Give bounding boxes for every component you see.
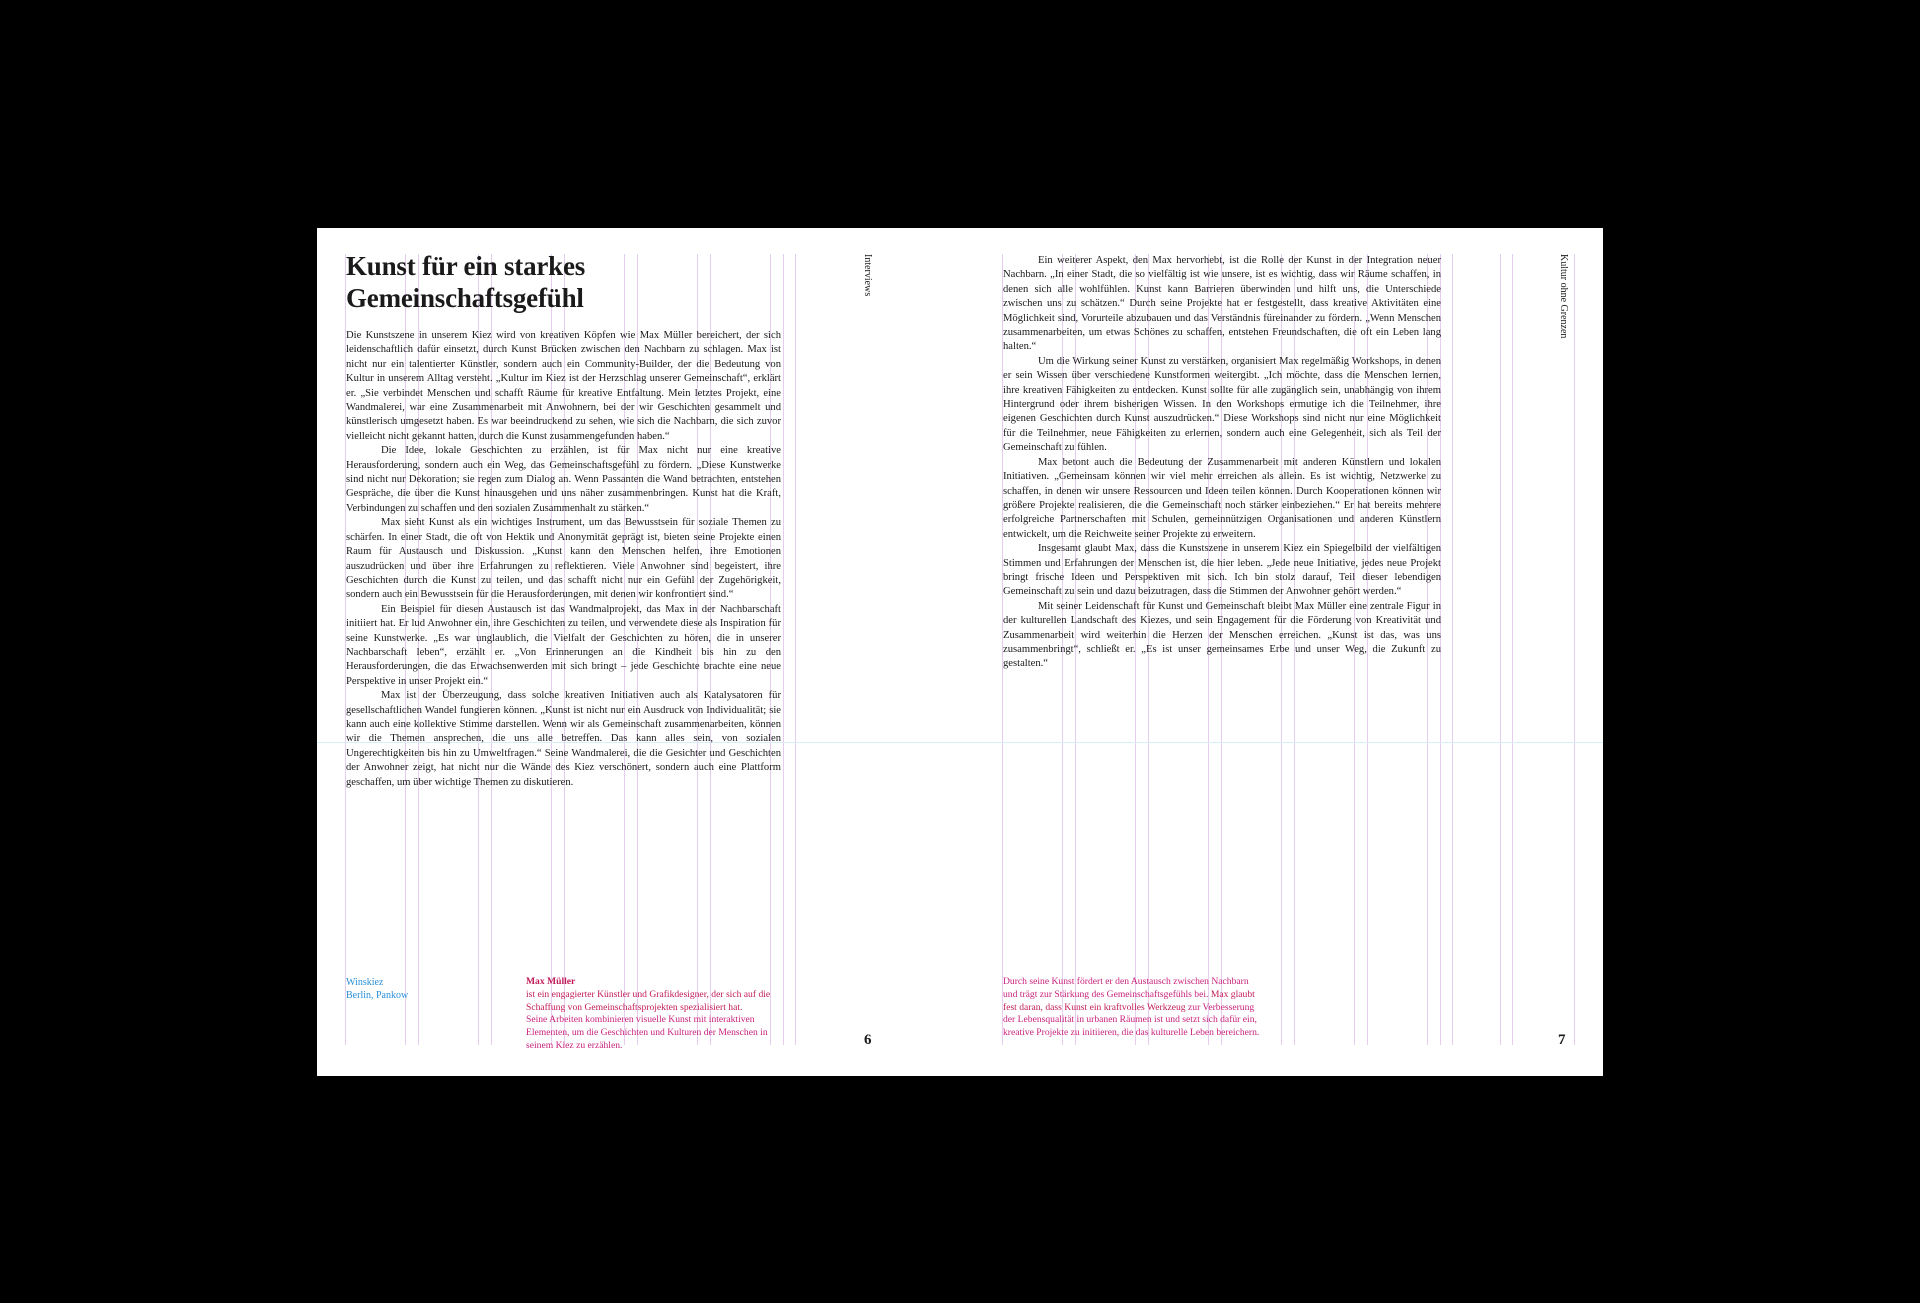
right-page bbox=[960, 228, 1603, 1076]
author-bio bbox=[526, 976, 786, 1053]
body-paragraph: Mit seiner Leidenschaft für Kunst und Gemeinschaft bleibt Max Müller eine zentrale Figur in der kulturellen Landschaft des Kiezes, und sein Engagement für die Förderung von Kreativität und Zusammenarbeit wird weiterhin die Herzen der Menschen erreichen. „Kunst ist das, was uns zusammenbringt“, schließt er. „Es ist unser gemeinsames Erbe und unser Weg, die Zukunft zu gestalten.“ bbox=[1003, 600, 1441, 670]
body-paragraph: Max betont auch die Bedeutung der Zusammenarbeit mit anderen Künstlern und lokalen Initiativen. „Gemeinsam können wir viel mehr erreichen als allein. Es ist wichtig, Netzwerke zu schaffen, in denen wir unsere Ressourcen und Ideen teilen können. Durch Kooperationen können wir größere Projekte realisieren, die die Gemeinschaft noch stärker einbeziehen.“ Er hat bereits mehrere erfolgreiche Partnerschaften mit Schulen, gemeinnützigen Organisationen und anderen Künstlern entwickelt, um die Reichweite seiner Projekte zu erweitern. bbox=[1003, 456, 1441, 540]
page-number: 7 bbox=[1558, 1032, 1566, 1048]
location-city: Berlin, Pankow bbox=[346, 990, 409, 1001]
body-paragraph: Die Kunstszene in unserem Kiez wird von kreativen Köpfen wie Max Müller bereichert, der sich leidenschaftlich dafür einsetzt, durch Kunst Brücken zwischen den Nachbarn zu schlagen. Max ist nicht nur ein talentierter Künstler, sondern auch ein Community-Builder, der die Bedeutung von Kultur in unserem Alltag versteht. „Kultur im Kiez ist der Herzschlag unserer Gemeinschaft“, erklärt er. „Sie verbindet Menschen und schafft Räume für kreative Entfaltung. Mein letztes Projekt, eine Wandmalerei, war eine Zusammenarbeit mit Anwohnern, bei der wir Geschichten gesammelt und künstlerisch umgesetzt haben. Es war beeindruckend zu sehen, wie sich die Nachbarn, die sich zuvor vielleicht nicht gekannt hatten, durch die Kunst zusammengefunden haben.“ bbox=[346, 330, 781, 442]
body-paragraph: Max ist der Überzeugung, dass solche kreativen Initiativen auch als Katalysatoren für gesellschaftlichen Wandel fungieren können. „Kunst ist nicht nur ein Ausdruck von Individualität; sie kann auch eine kollektive Stimme darstellen. Wenn wir als Gemeinschaft zusammenarbeiten, können wir die Themen ansprechen, die uns alle betreffen. Das kann alles sein, von sozialen Ungerechtigkeiten bis hin zu Umweltfragen.“ Seine Wandmalerei, die die Gesichter und Geschichten der Anwohner zeigt, hat nicht nur die Wände des Kiez verschönert, sondern auch eine Plattform geschaffen, um über wichtige Themen zu diskutieren. bbox=[346, 690, 781, 788]
bio-name: Max Müller bbox=[526, 976, 576, 987]
article-title: Kunst für ein starkes Gemeinschaftsgefühl bbox=[346, 251, 586, 313]
body-paragraph: Die Idee, lokale Geschichten zu erzählen, ist für Max nicht nur eine kreative Herausforderung, sondern auch ein Weg, das Gemeinschaftsgefühl zu fördern. „Diese Kunstwerke sind nicht nur Dekoration; sie regen zum Dialog an. Wenn Passanten die Wand betrachten, entstehen Gespräche, die über die Kunst hinausgehen und uns näher zusammenbringen. Kunst hat die Kraft, Verbindungen zu schaffen und den sozialen Zusammenhalt zu stärken.“ bbox=[346, 445, 781, 514]
article-body-right bbox=[1003, 254, 1441, 672]
running-head: Interviews bbox=[862, 254, 873, 297]
location-district: Winskiez bbox=[346, 977, 384, 988]
location-note bbox=[346, 976, 408, 1002]
body-paragraph: Insgesamt glaubt Max, dass die Kunstszene in unserem Kiez ein Spiegelbild der vielfältigen Stimmen und Erfahrungen der Menschen ist, die hier leben. „Jede neue Initiative, jedes neue Projekt bringt frische Ideen und Perspektiven mit sich. Ich bin stolz darauf, Teil dieser lebendigen Gemeinschaft zu sein und dazu beizutragen, dass die Stimmen der Anwohner gehört werden.“ bbox=[1003, 543, 1441, 598]
caption-lead: Max glaubt fest daran, dass Kunst ein kraftvolles Werkzeug bbox=[1003, 988, 1255, 1013]
bio-text: Seine Arbeiten kombinieren visuelle Kunst mit interaktiven Elementen, um die Geschichten und Kulturen der Menschen in seinem Kiez zu erzählen. bbox=[526, 1014, 768, 1051]
article-body-left bbox=[346, 329, 781, 790]
bio-lead: ist ein engagierter Künstler und Grafikdesigner, der sich auf die Schaffung von Gemeinschaftsprojekten spezialisiert hat. bbox=[526, 988, 771, 1013]
running-head: Kultur ohne Grenzen bbox=[1558, 254, 1569, 339]
body-paragraph: Ein weiterer Aspekt, den Max hervorhebt, ist die Rolle der Kunst in der Integration neuer Nachbarn. „In einer Stadt, die so vielfältig ist wie unsere, ist es wichtig, dass wir Räume schaffen, in denen sich alle wohlfühlen. Kunst kann Barrieren überwinden und hilft uns, die Unterschiede zwischen uns zu schätzen.“ Durch seine Projekte hat er festgestellt, dass kreative Aktivitäten eine Möglichkeit sind, Vorurteile abzubauen und das Verständnis füreinander zu fördern. „Wenn Menschen zusammenarbeiten, um etwas Schönes zu schaffen, entstehen Freundschaften, die oft ein Leben lang halten.“ bbox=[1003, 255, 1441, 353]
side-caption bbox=[1003, 976, 1265, 1040]
page-number: 6 bbox=[864, 1032, 872, 1048]
caption-text: zur Verbesserung der Lebensqualität in urbanen Räumen ist und setzt sich dafür ein, kreative Projekte zu initiieren, die das kulturelle Leben bereichern. bbox=[1003, 1001, 1260, 1039]
magazine-spread bbox=[317, 228, 1603, 1076]
left-page bbox=[317, 228, 960, 1076]
caption-intro: Durch seine Kunst fördert er den Austausch zwischen Nachbarn und trägt zur Stärkung des Gemeinschaftsgefühls bei. bbox=[1003, 976, 1249, 1000]
body-paragraph: Max sieht Kunst als ein wichtiges Instrument, um das Bewusstsein für soziale Themen zu schärfen. In einer Stadt, die oft von Hektik und Anonymität geprägt ist, bieten seine Projekte einen Raum für Austausch und Diskussion. „Kunst kann den Menschen helfen, ihre Emotionen auszudrücken und über ihre Erfahrungen zu reflektieren. Viele Anwohner sind begeistert, ihre Geschichten durch die Kunst zu teilen, und das schafft nicht nur ein Gefühl der Zugehörigkeit, sondern auch ein Bewusstsein für die Herausforderungen, mit denen wir konfrontiert sind.“ bbox=[346, 517, 781, 601]
body-paragraph: Um die Wirkung seiner Kunst zu verstärken, organisiert Max regelmäßig Workshops, in denen er sein Wissen über verschiedene Kunstformen weitergibt. „Ich möchte, dass die Menschen lernen, ihre kreativen Fähigkeiten zu entdecken. Kunst sollte für alle zugänglich sein, unabhängig von ihrem Hintergrund oder ihrem bisherigen Wissen. In den Workshops ermutige ich die Teilnehmer, ihre eigenen Geschichten durch Kunst auszudrücken.“ Diese Workshops sind nicht nur eine Möglichkeit für die Teilnehmer, neue Fähigkeiten zu erlernen, sondern auch eine Gelegenheit, sich als Teil der Gemeinschaft zu fühlen. bbox=[1003, 355, 1441, 454]
body-paragraph: Ein Beispiel für diesen Austausch ist das Wandmalprojekt, das Max in der Nachbarschaft initiiert hat. Er lud Anwohner ein, ihre Geschichten zu teilen, und verwendete diese als Inspiration für seine Kunstwerke. „Es war unglaublich, die Vielfalt der Geschichten zu hören, die in unserer Nachbarschaft leben“, erzählt er. „Von Erinnerungen an die Kindheit bis hin zu den Herausforderungen, die das Erwachsenwerden mit sich bringt – jede Geschichte brachte eine neue Perspektive in unser Projekt ein.“ bbox=[346, 603, 781, 687]
